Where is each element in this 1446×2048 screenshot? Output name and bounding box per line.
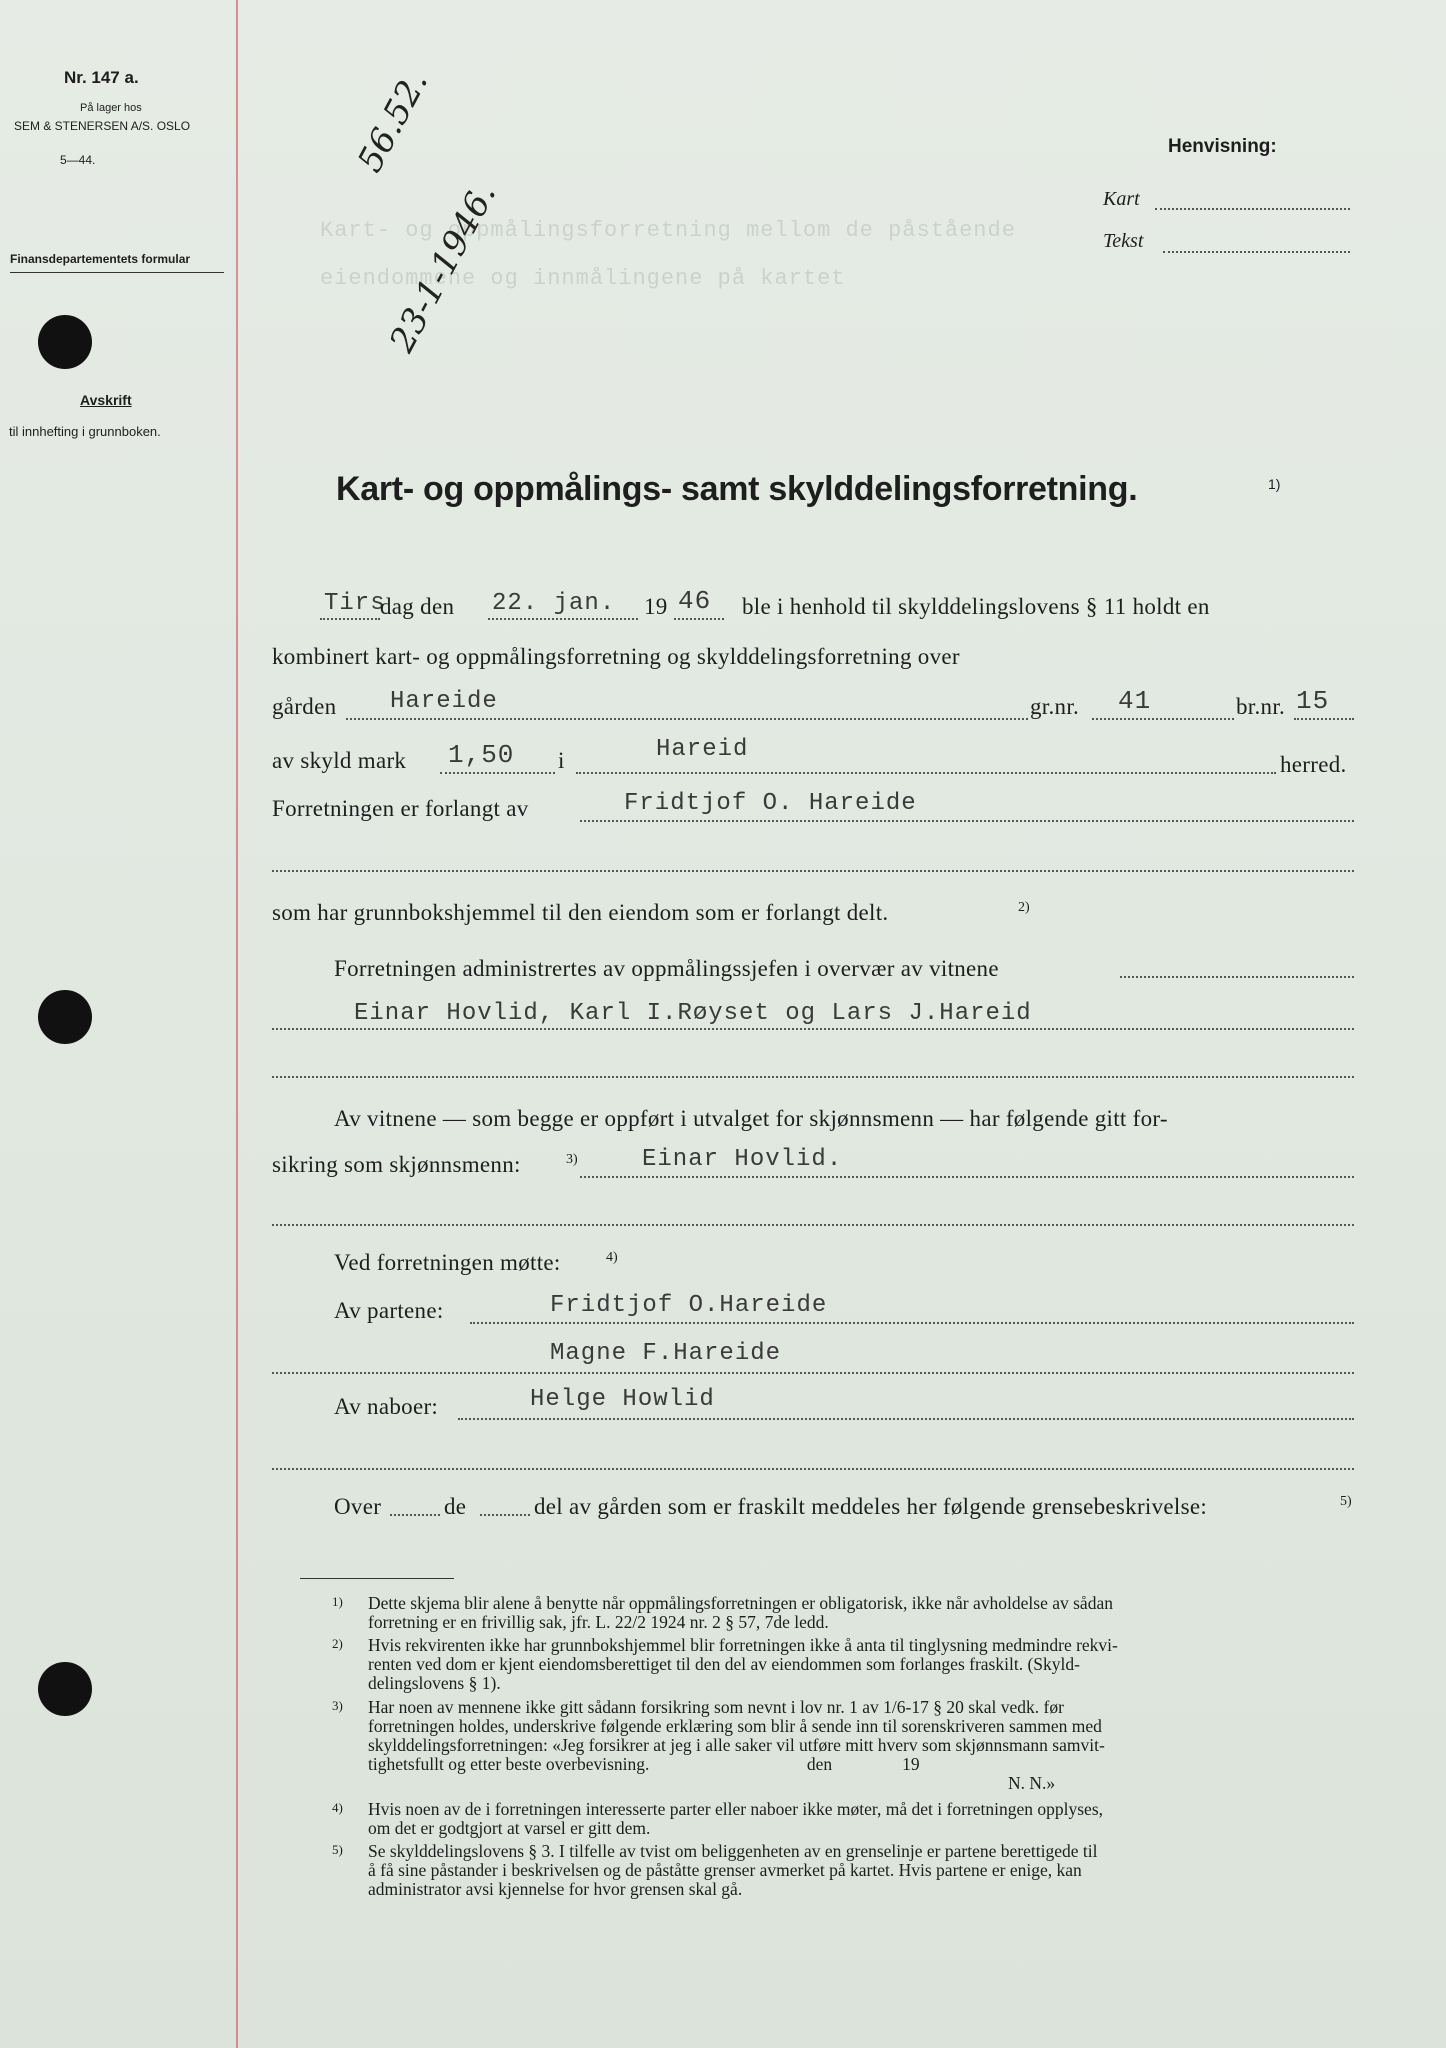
admin-line: Forretningen administrertes av oppmålingssjefen i overvær av vitnene <box>334 956 999 981</box>
bleed-through-text: Kart- og oppmålingsforretning mellom de påstående <box>320 218 1016 243</box>
de-field[interactable] <box>480 1514 530 1516</box>
farm-label: gården <box>272 694 337 719</box>
neighbor-value: Helge Howlid <box>530 1386 715 1413</box>
forsikring-field-2[interactable] <box>272 1224 1354 1226</box>
reference-map-label: Kart <box>1103 188 1140 210</box>
herred-field[interactable] <box>576 772 1276 774</box>
farm-value: Hareide <box>390 688 498 715</box>
neighbor-field[interactable] <box>458 1418 1354 1420</box>
weekday-prefix: Tirs <box>324 590 386 617</box>
grunnbok-footnote-mark: 2) <box>1018 900 1030 915</box>
footnote-5-line: å få sine påstander i beskrivelsen og de påståtte grenser avmerket på kartet. Hvis partene er enige, kan <box>368 1860 1082 1880</box>
footnote-1-mark: 1) <box>332 1594 343 1609</box>
reference-text-label: Tekst <box>1103 230 1144 252</box>
requested-field[interactable] <box>580 820 1354 822</box>
footnote-2-line: delingslovens § 1). <box>368 1673 501 1693</box>
footnote-2-mark: 2) <box>332 1636 343 1651</box>
forsikring-value: Einar Hovlid. <box>642 1146 843 1173</box>
date-code: 5—44. <box>60 153 96 167</box>
reference-map-field[interactable] <box>1155 208 1350 210</box>
requested-field-2[interactable] <box>272 870 1354 872</box>
line1-text-a: dag den <box>380 594 455 619</box>
brnr-label: br.nr. <box>1236 694 1286 719</box>
margin-rule <box>236 0 238 2048</box>
date-field[interactable] <box>488 618 638 620</box>
footnote-3-line: N. N.» <box>1008 1773 1056 1793</box>
footnote-3-line: forretningen holdes, underskrive følgende erklæring som blir å sende inn til sorenskriveren sammen med <box>368 1716 1102 1736</box>
copy-title: Avskrift <box>80 392 132 408</box>
over-field[interactable] <box>390 1514 440 1516</box>
year-prefix: 19 <box>644 594 668 619</box>
skyld-label: av skyld mark <box>272 748 407 773</box>
i-label: i <box>558 748 565 773</box>
party-1: Fridtjof O.Hareide <box>550 1292 828 1319</box>
skyld-value: 1,50 <box>448 740 515 770</box>
over-label: Over <box>334 1494 382 1519</box>
reference-title: Henvisning: <box>1168 136 1277 157</box>
herred-value: Hareid <box>656 736 749 763</box>
requested-label: Forretningen er forlangt av <box>272 796 529 821</box>
punch-hole-top <box>38 315 92 369</box>
stock-line: På lager hos <box>80 102 142 114</box>
weekday-field[interactable] <box>320 618 380 620</box>
grnr-label: gr.nr. <box>1030 694 1080 719</box>
footnote-3-line: skylddelingsforretningen: «Jeg forsikrer at jeg i alle saker vil utføre mitt hverv som skjønnsmann samvit- <box>368 1735 1105 1755</box>
footnote-4-line: Hvis noen av de i forretningen interesserte parter eller naboer ikke møter, må det i forretningen opplyses, <box>368 1799 1104 1819</box>
forsikring-label: sikring som skjønnsmenn: <box>272 1152 521 1177</box>
brnr-field[interactable] <box>1294 718 1354 720</box>
brnr-value: 15 <box>1296 686 1330 716</box>
year-value: 46 <box>678 586 712 616</box>
mote-footnote-mark: 4) <box>606 1250 618 1265</box>
year-field[interactable] <box>674 618 724 620</box>
publisher: SEM & STENERSEN A/S. OSLO <box>14 119 191 133</box>
grnr-field[interactable] <box>1092 718 1234 720</box>
footnote-4-line: om det er godtgjort at varsel er gitt dem. <box>368 1818 651 1838</box>
handwritten-number: 56.52. <box>350 64 437 179</box>
footnote-5-line: Se skylddelingslovens § 3. I tilfelle av tvist om beliggenheten av en grenselinje er partene berettigede til <box>368 1841 1098 1861</box>
document-title: Kart- og oppmålings- samt skylddelingsforretning. <box>336 470 1138 508</box>
footnote-2-line: renten ved dom er kjent eiendomsberettiget til den del av eiendommen som forlanges fraskilt. (Skyld- <box>368 1654 1080 1674</box>
punch-hole-bottom <box>38 1662 92 1716</box>
footnote-1-line: forretning er en frivillig sak, jfr. L. 22/2 1924 nr. 2 § 57, 7de ledd. <box>368 1612 829 1632</box>
ministry-line: Finansdepartementets formular <box>10 252 191 266</box>
title-footnote-mark: 1) <box>1268 476 1281 492</box>
footnote-5-line: administrator avsi kjennelse for hvor grensen skal gå. <box>368 1879 743 1899</box>
requested-value: Fridtjof O. Hareide <box>624 790 917 817</box>
naboer-label: Av naboer: <box>334 1394 439 1419</box>
footnote-3-line: Har noen av mennene ikke gitt sådann forsikring som nevnt i lov nr. 1 av 1/6-17 § 20 skal vedk. før <box>368 1697 1064 1717</box>
skyld-field[interactable] <box>440 772 555 774</box>
herred-label: herred. <box>1280 752 1347 777</box>
party-field-2[interactable] <box>272 1372 1354 1374</box>
punch-hole-middle <box>38 990 92 1044</box>
de-label: de <box>444 1494 467 1519</box>
footnote-3-mark: 3) <box>332 1698 343 1713</box>
over-rest: del av gården som er fraskilt meddeles her følgende grensebeskrivelse: <box>534 1494 1208 1519</box>
witnesses-field-2[interactable] <box>272 1076 1354 1078</box>
grunnbok-line: som har grunnbokshjemmel til den eiendom som er forlangt delt. <box>272 900 889 925</box>
witnesses-field[interactable] <box>272 1028 1354 1030</box>
admin-field[interactable] <box>1120 976 1354 978</box>
grnr-value: 41 <box>1118 686 1152 716</box>
party-field-1[interactable] <box>470 1322 1354 1324</box>
footnote-2-line: Hvis rekvirenten ikke har grunnbokshjemmel blir forretningen ikke å anta til tinglysning medmindre rekvi- <box>368 1635 1118 1655</box>
witnesses-value: Einar Hovlid, Karl I.Røyset og Lars J.Hareid <box>354 1000 1032 1027</box>
footnote-separator <box>300 1578 454 1579</box>
bleed-through-text: eiendommene og innmålingene på kartet <box>320 266 846 291</box>
forsikring-footnote-mark: 3) <box>566 1152 578 1167</box>
reference-text-field[interactable] <box>1163 251 1350 253</box>
form-number: Nr. 147 a. <box>64 68 139 87</box>
party-2: Magne F.Hareide <box>550 1340 782 1367</box>
date-value: 22. jan. <box>492 590 616 617</box>
over-footnote-mark: 5) <box>1340 1494 1352 1509</box>
ministry-underline <box>10 272 224 273</box>
copy-note: til innhefting i grunnboken. <box>9 424 161 439</box>
footnote-3-line: tighetsfullt og etter beste overbevisning. den 19 <box>368 1754 920 1774</box>
neighbor-field-2[interactable] <box>272 1468 1354 1470</box>
line1-text-b: ble i henhold til skylddelingslovens § 11 holdt en <box>742 594 1210 619</box>
footnote-4-mark: 4) <box>332 1800 343 1815</box>
line2-text: kombinert kart- og oppmålingsforretning og skylddelingsforretning over <box>272 644 960 669</box>
footnote-1-line: Dette skjema blir alene å benytte når oppmålingsforretningen er obligatorisk, ikke når avholdelse av sådan <box>368 1593 1113 1613</box>
farm-field[interactable] <box>346 718 1028 720</box>
vitnene-line: Av vitnene — som begge er oppført i utvalget for skjønnsmenn — har følgende gitt for- <box>334 1106 1168 1131</box>
handwritten-date: 23-1-1946. <box>382 176 505 359</box>
mote-label: Ved forretningen møtte: <box>334 1250 561 1275</box>
partene-label: Av partene: <box>334 1298 444 1323</box>
forsikring-field[interactable] <box>580 1176 1354 1178</box>
footnote-5-mark: 5) <box>332 1842 343 1857</box>
